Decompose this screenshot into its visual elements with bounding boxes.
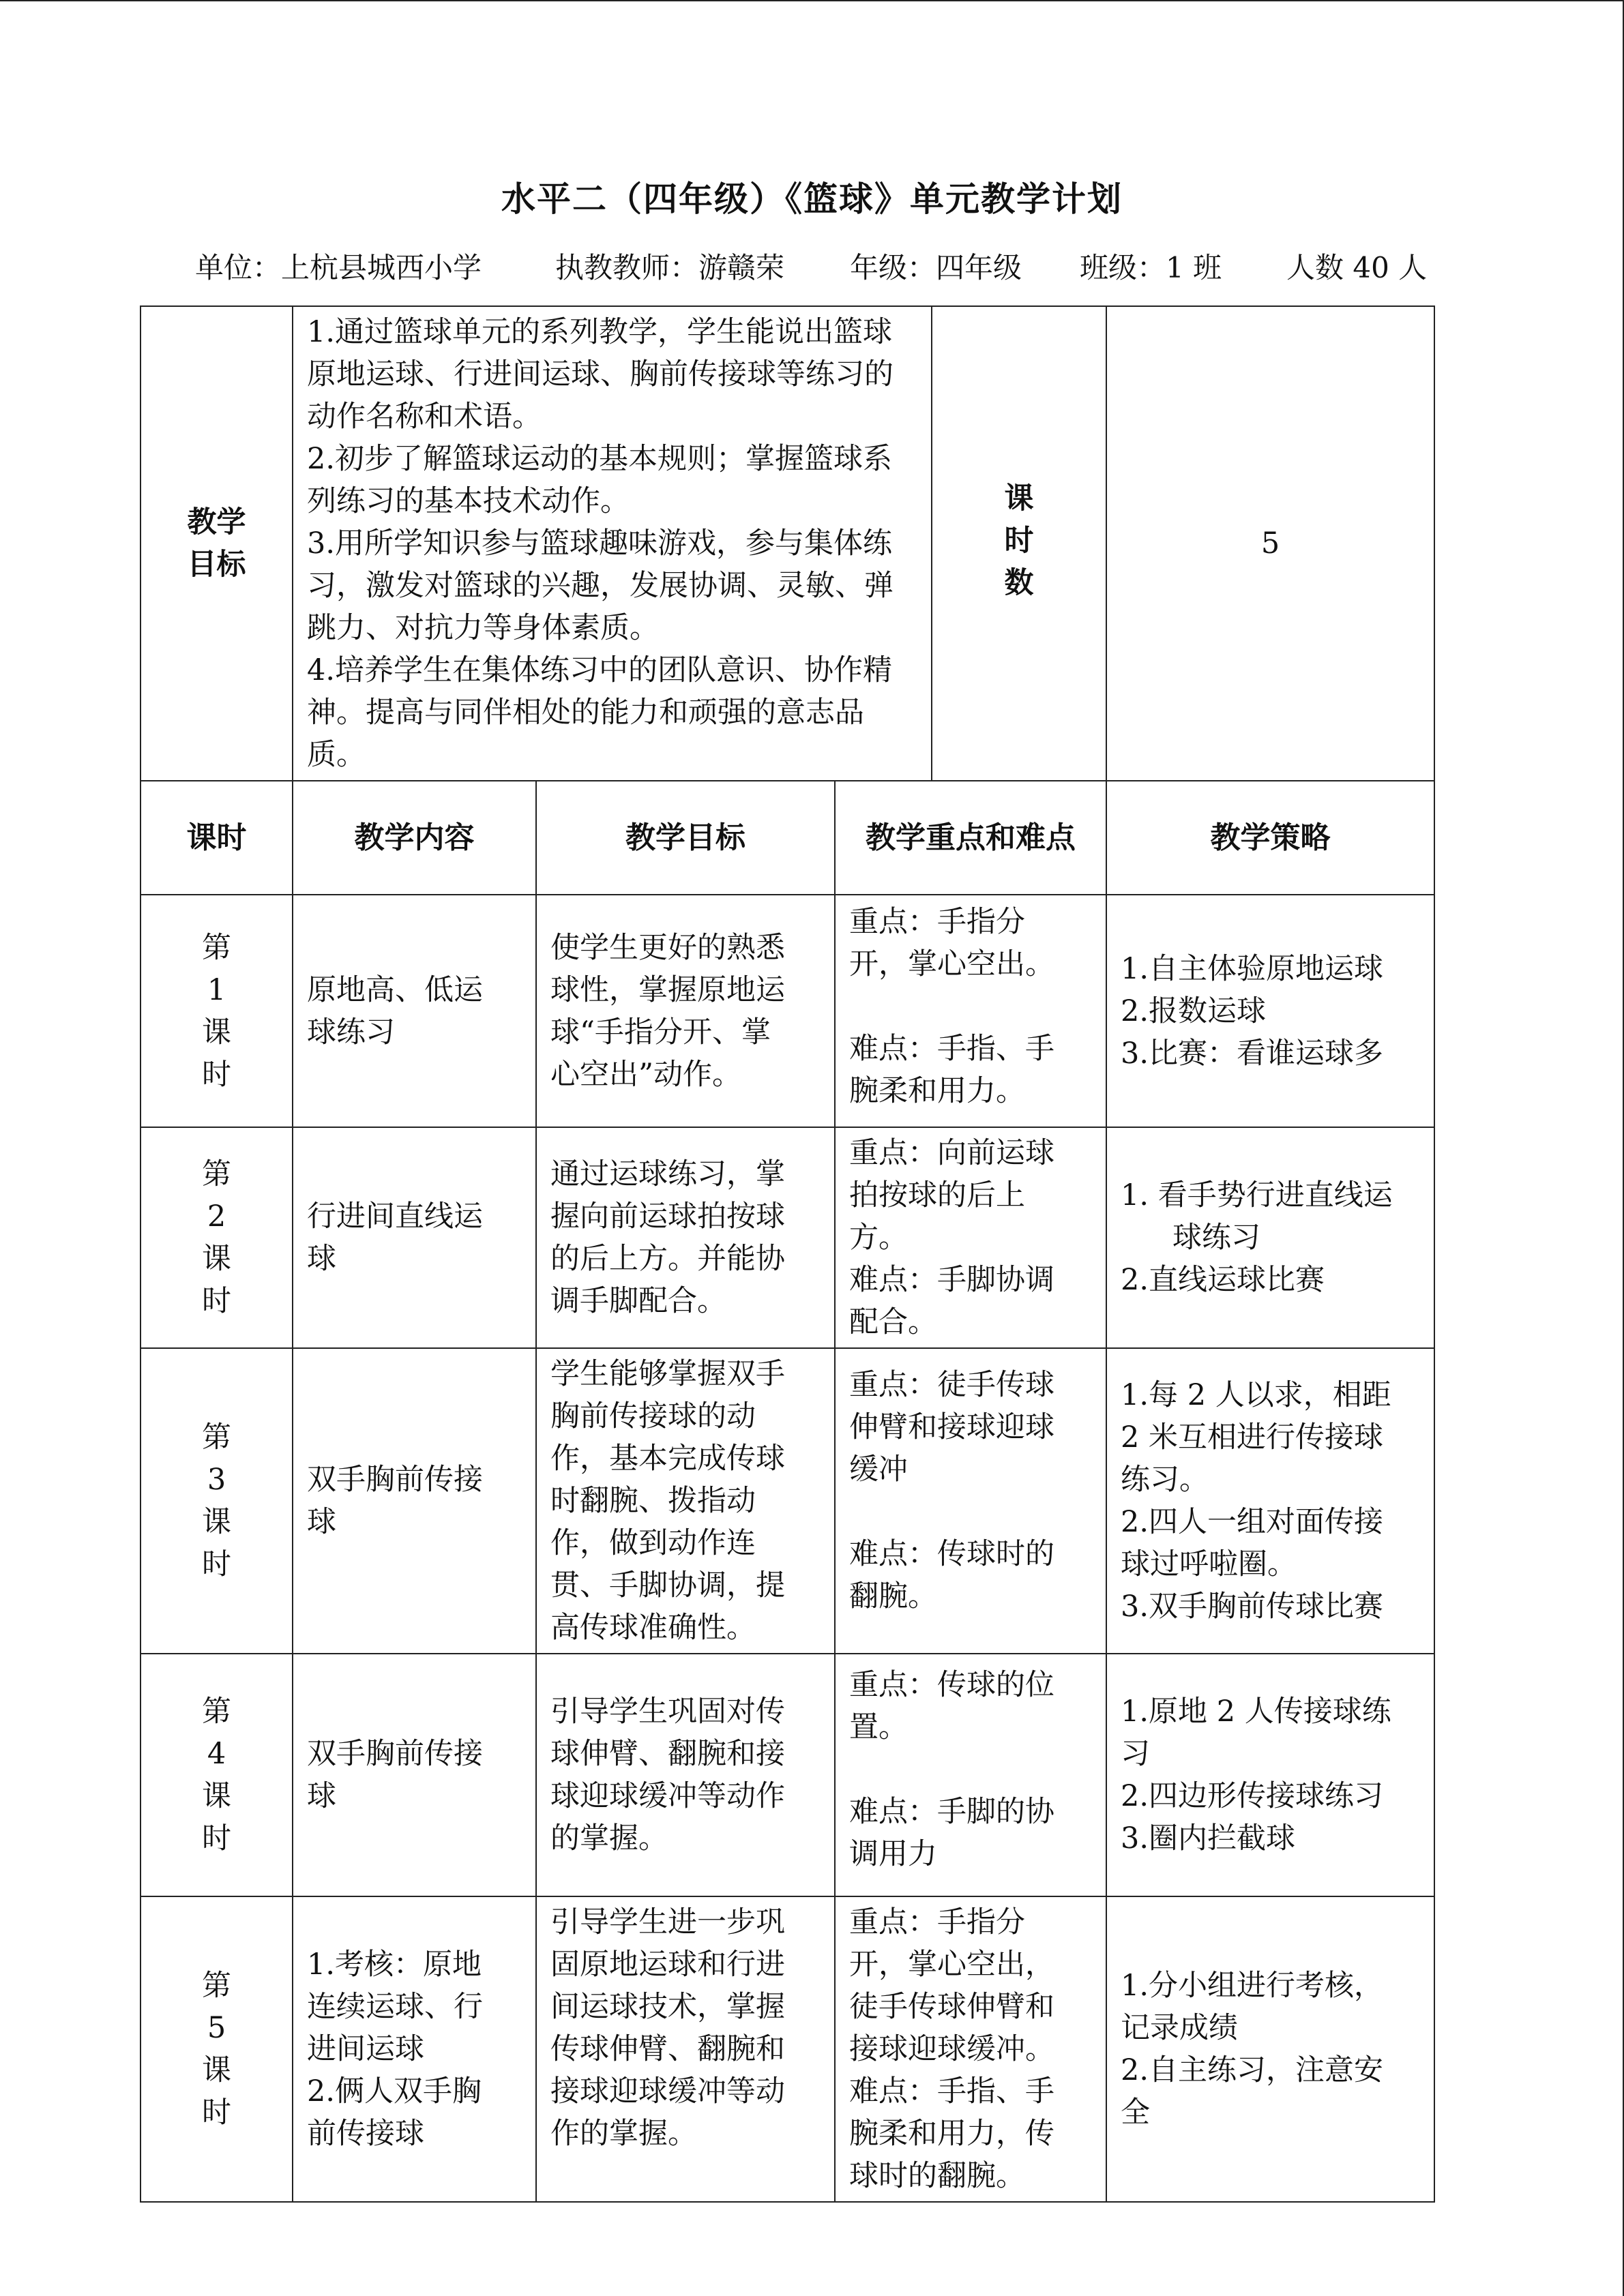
- lesson-label: 第 2 课 时: [141, 1127, 293, 1348]
- lesson-objective: 通过运球练习，掌 握向前运球拍按球 的后上方。并能协 调手脚配合。: [536, 1127, 835, 1348]
- lesson-strategy: 1. 看手势行进直线运球练习 2.直线运球比赛: [1106, 1127, 1434, 1348]
- header-row: [141, 781, 1434, 895]
- goals-text: [293, 306, 932, 781]
- lesson-content: 双手胸前传接 球: [293, 1654, 536, 1896]
- lesson-objective: 引导学生进一步巩 固原地运球和行进 间运球技术，掌握 传球伸臂、翻腕和 接球迎球缓冲等动 作的掌握。: [536, 1896, 835, 2202]
- header-key-difficulty: 教学重点和难点: [835, 781, 1106, 895]
- lesson-label: 第 5 课 时: [141, 1896, 293, 2202]
- goal-item: 3.用所学知识参与篮球趣味游戏，参与集体练习，激发对篮球的兴趣，发展协调、灵敏、弹跳力、对抗力等身体素质。: [307, 526, 894, 645]
- lesson-label: 第 4 课 时: [141, 1654, 293, 1896]
- header-lesson: 课时: [141, 781, 293, 895]
- info-count: 人数 40 人: [1286, 251, 1428, 284]
- lesson-row: [141, 1654, 1434, 1896]
- header-strategy: 教学策略: [1106, 781, 1434, 895]
- lesson-content: 原地高、低运 球练习: [293, 895, 536, 1127]
- hours-value: 5: [1106, 306, 1434, 781]
- info-class: 班级：1 班: [1080, 251, 1222, 284]
- lesson-objective: 学生能够掌握双手 胸前传接球的动 作，基本完成传球 时翻腕、拨指动 作，做到动作连 贯、手脚协调，提 高传球准确性。: [536, 1348, 835, 1654]
- lesson-content: 行进间直线运 球: [293, 1127, 536, 1348]
- lesson-row: [141, 1127, 1434, 1348]
- page-top-rule: [0, 0, 1624, 1]
- lesson-objective: 使学生更好的熟悉 球性，掌握原地运 球“手指分开、掌 心空出”动作。: [536, 895, 835, 1127]
- lesson-key-difficulty: 重点：传球的位 置。 难点：手脚的协 调用力: [835, 1654, 1106, 1896]
- info-grade: 年级：四年级: [850, 251, 1022, 284]
- lesson-row: [141, 895, 1434, 1127]
- lesson-key-difficulty: 重点：手指分 开，掌心空出， 徒手传球伸臂和 接球迎球缓冲。 难点：手指、手 腕柔和用力，传 球时的翻腕。: [835, 1896, 1106, 2202]
- lesson-objective: 引导学生巩固对传 球伸臂、翻腕和接 球迎球缓冲等动作 的掌握。: [536, 1654, 835, 1896]
- lesson-key-difficulty: 重点：手指分 开，掌心空出。 难点：手指、手 腕柔和用力。: [835, 895, 1106, 1127]
- lesson-key-difficulty: 重点：向前运球 拍按球的后上 方。 难点：手脚协调 配合。: [835, 1127, 1106, 1348]
- info-unit: 单位：上杭县城西小学: [195, 251, 482, 284]
- lesson-content: 1.考核：原地 连续运球、行 进间运球 2.俩人双手胸 前传接球: [293, 1896, 536, 2202]
- header-objective: 教学目标: [536, 781, 835, 895]
- lesson-strategy: 1.每 2 人以求，相距 2 米互相进行传接球 练习。 2.四人一组对面传接 球过呼啦圈。 3.双手胸前传球比赛: [1106, 1348, 1434, 1654]
- lesson-strategy: 1.自主体验原地运球 2.报数运球 3.比赛：看谁运球多: [1106, 895, 1434, 1127]
- lesson-strategy: 1.分小组进行考核， 记录成绩 2.自主练习，注意安 全: [1106, 1896, 1434, 2202]
- goals-row: [141, 306, 1434, 781]
- document-title: 水平二（四年级）《篮球》单元教学计划: [501, 179, 1123, 219]
- lesson-row: [141, 1896, 1434, 2202]
- info-teacher: 执教教师：游赣荣: [555, 251, 785, 284]
- goals-label: 教学 目标: [141, 306, 293, 781]
- goal-item: 2.初步了解篮球运动的基本规则；掌握篮球系列练习的基本技术动作。: [307, 442, 893, 518]
- lesson-label: 第 1 课 时: [141, 895, 293, 1127]
- goal-item: 1.通过篮球单元的系列教学，学生能说出篮球原地运球、行进间运球、胸前传接球等练习的动作名称和术语。: [307, 315, 894, 434]
- hours-label: 课 时 数: [932, 306, 1106, 781]
- lesson-row: [141, 1348, 1434, 1654]
- header-content: 教学内容: [293, 781, 536, 895]
- lesson-key-difficulty: 重点：徒手传球 伸臂和接球迎球 缓冲 难点：传球时的 翻腕。: [835, 1348, 1106, 1654]
- lesson-content: 双手胸前传接 球: [293, 1348, 536, 1654]
- goal-item: 4.培养学生在集体练习中的团队意识、协作精神。提高与同伴相处的能力和顽强的意志品质。: [307, 653, 893, 772]
- lesson-label: 第 3 课 时: [141, 1348, 293, 1654]
- info-line: [195, 245, 1450, 286]
- lesson-strategy: 1.原地 2 人传接球练 习 2.四边形传接球练习 3.圈内拦截球: [1106, 1654, 1434, 1896]
- plan-table: [140, 305, 1435, 2203]
